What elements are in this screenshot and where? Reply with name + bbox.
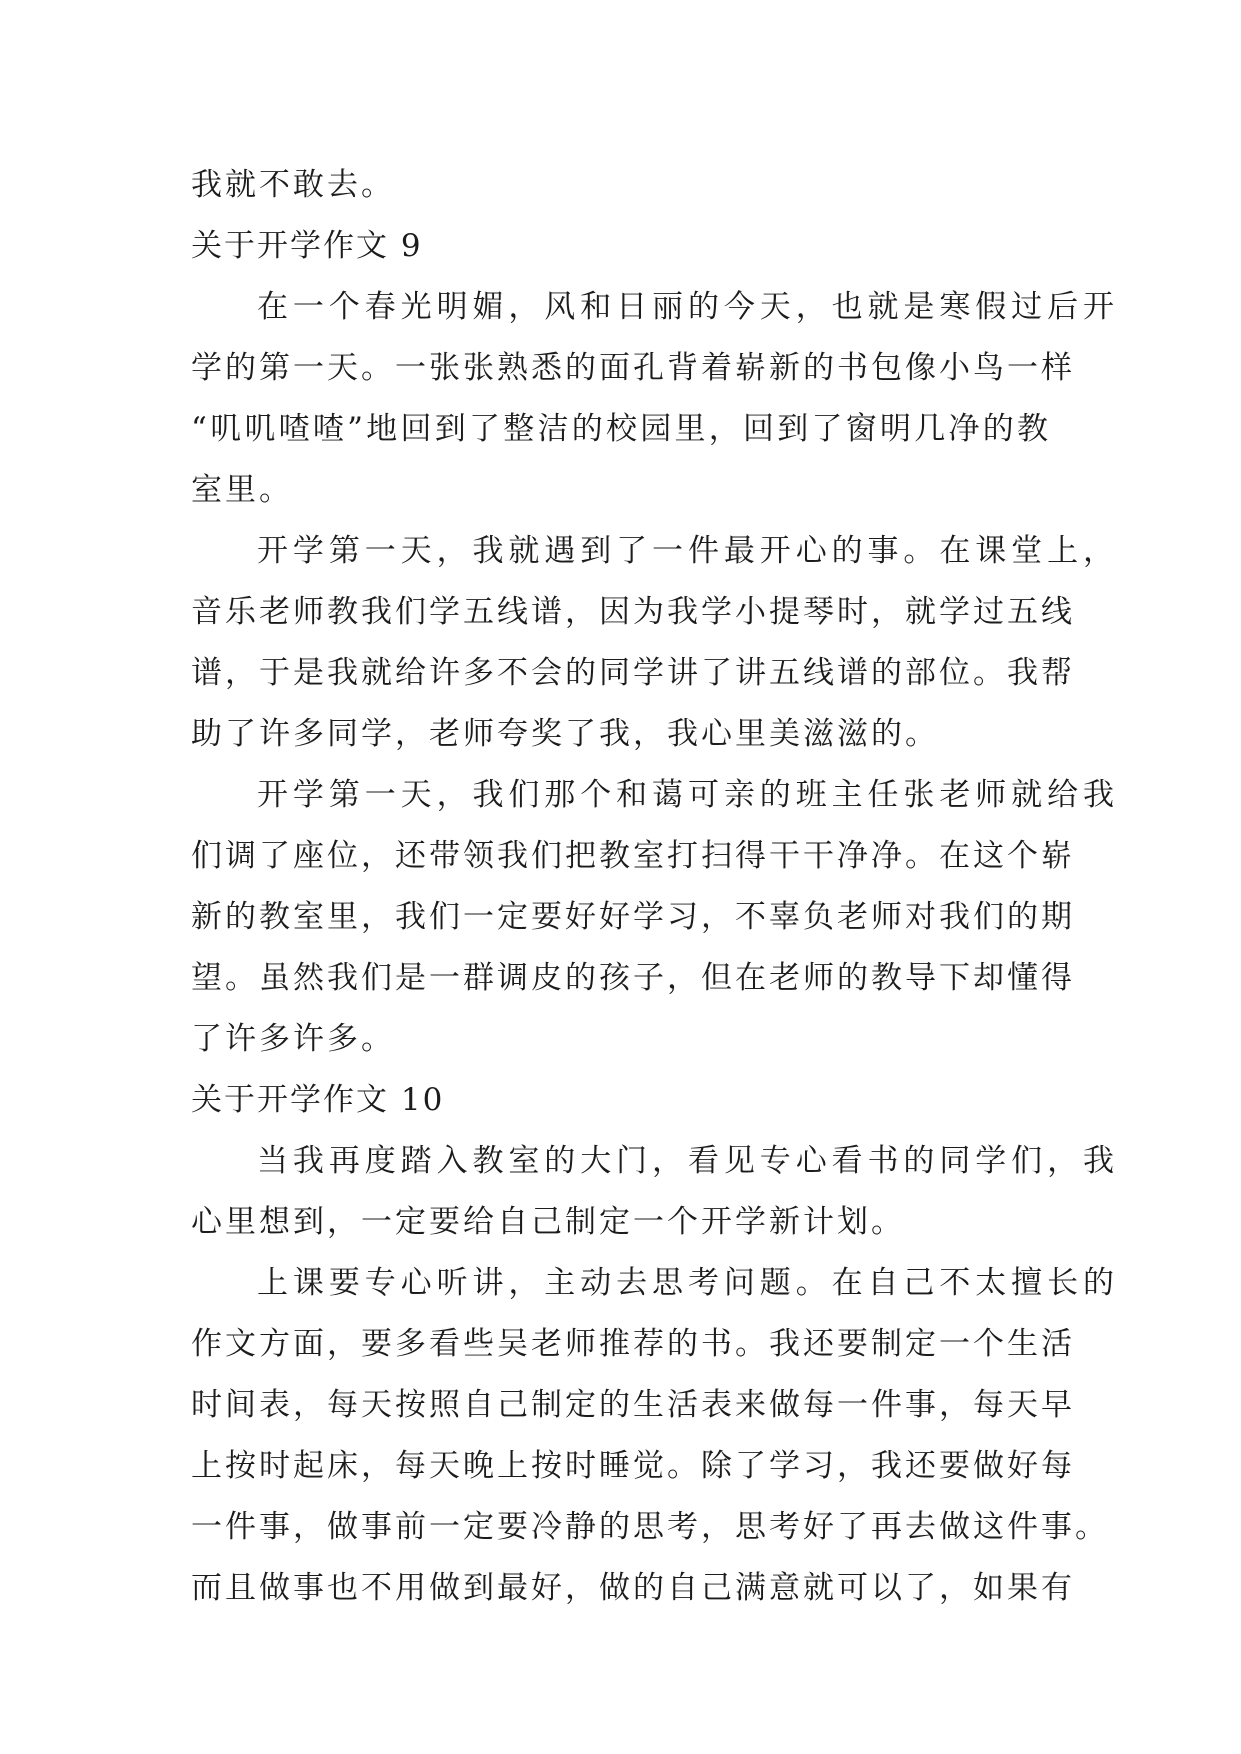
paragraph-line: “叽叽喳喳”地回到了整洁的校园里，回到了窗明几净的教 <box>191 411 1051 447</box>
paragraph-line: 谱，于是我就给许多不会的同学讲了讲五线谱的部位。我帮 <box>191 655 1075 691</box>
paragraph-line: 助了许多同学，老师夸奖了我，我心里美滋滋的。 <box>191 716 939 752</box>
section-heading: 关于开学作文 10 <box>191 1082 445 1118</box>
paragraph-line: 音乐老师教我们学五线谱，因为我学小提琴时，就学过五线 <box>191 594 1075 630</box>
paragraph-line: 在一个春光明媚，风和日丽的今天，也就是寒假过后开 <box>257 289 1117 325</box>
paragraph-line: 时间表，每天按照自己制定的生活表来做每一件事，每天早 <box>191 1387 1075 1423</box>
paragraph-line: 上课要专心听讲，主动去思考问题。在自己不太擅长的 <box>257 1265 1117 1301</box>
paragraph-line: 们调了座位，还带领我们把教室打扫得干干净净。在这个崭 <box>191 838 1075 874</box>
paragraph-line: 一件事，做事前一定要冷静的思考，思考好了再去做这件事。 <box>191 1509 1109 1545</box>
section-heading: 关于开学作文 9 <box>191 228 423 264</box>
paragraph-line: 室里。 <box>191 472 293 508</box>
paragraph-line: 当我再度踏入教室的大门，看见专心看书的同学们，我 <box>257 1143 1117 1179</box>
paragraph-line: 新的教室里，我们一定要好好学习，不辜负老师对我们的期 <box>191 899 1075 935</box>
paragraph-line: 上按时起床，每天晚上按时睡觉。除了学习，我还要做好每 <box>191 1448 1075 1484</box>
paragraph-line: 而且做事也不用做到最好，做的自己满意就可以了，如果有 <box>191 1570 1075 1606</box>
paragraph-line: 了许多许多。 <box>191 1021 395 1057</box>
text-line: 我就不敢去。 <box>191 167 395 203</box>
paragraph-line: 心里想到，一定要给自己制定一个开学新计划。 <box>191 1204 905 1240</box>
paragraph-line: 望。虽然我们是一群调皮的孩子，但在老师的教导下却懂得 <box>191 960 1075 996</box>
document-page <box>191 155 1117 1619</box>
paragraph-line: 学的第一天。一张张熟悉的面孔背着崭新的书包像小鸟一样 <box>191 350 1075 386</box>
paragraph-line: 开学第一天，我们那个和蔼可亲的班主任张老师就给我 <box>257 777 1117 813</box>
paragraph-line: 开学第一天，我就遇到了一件最开心的事。在课堂上， <box>257 533 1117 569</box>
paragraph-line: 作文方面，要多看些吴老师推荐的书。我还要制定一个生活 <box>191 1326 1075 1362</box>
